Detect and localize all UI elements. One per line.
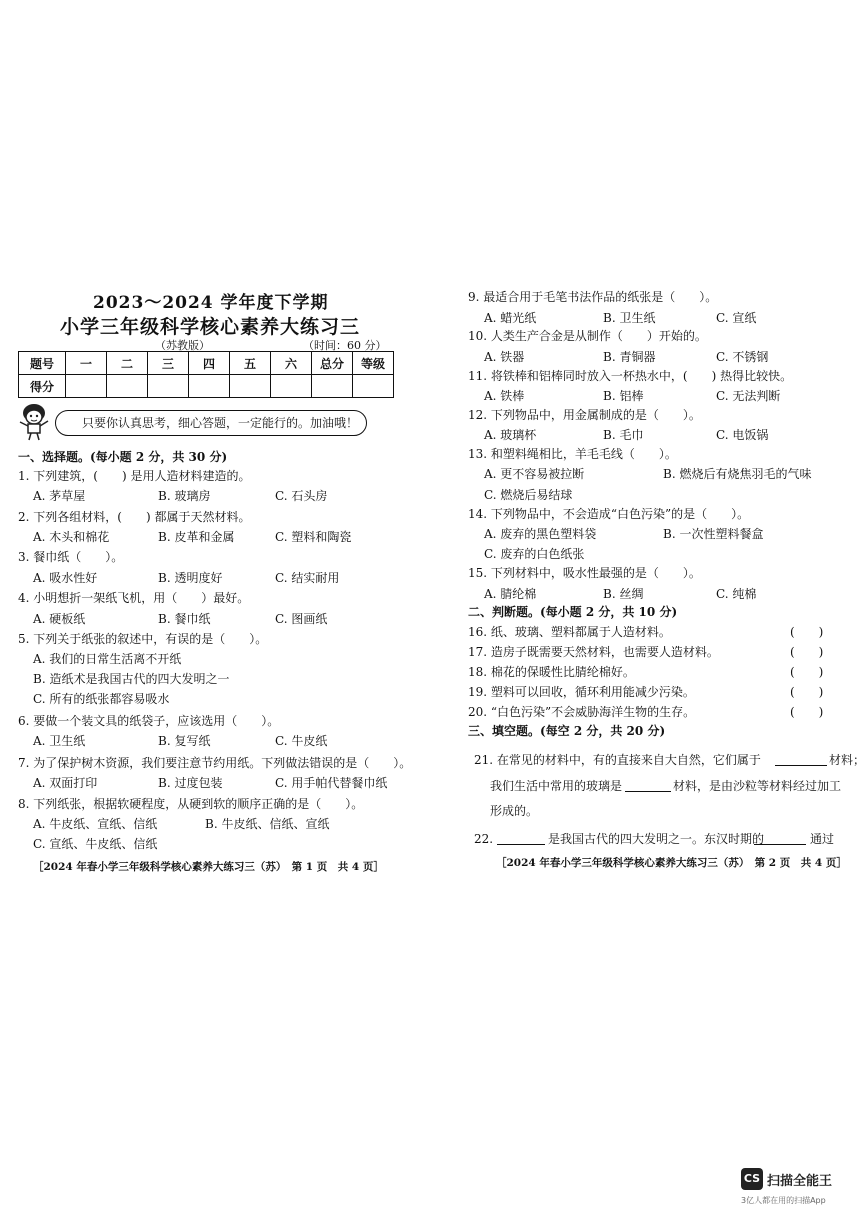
score-cell: 四: [189, 352, 230, 375]
score-table: [18, 351, 394, 398]
q22-blank-1[interactable]: [497, 844, 545, 845]
score-cell: 五: [230, 352, 271, 375]
q12-option-b[interactable]: B. 毛巾: [603, 428, 644, 442]
q10-option-c[interactable]: C. 不锈钢: [716, 350, 769, 364]
question-15: 15. 下列材料中，吸水性最强的是（ ）。: [468, 566, 701, 580]
question-13: 13. 和塑料绳相比，羊毛毛线（ ）。: [468, 447, 677, 461]
score-input-cell[interactable]: [107, 375, 148, 398]
question-21-line2: 我们生活中常用的玻璃是: [490, 779, 623, 793]
score-cell: 六: [271, 352, 312, 375]
question-17: 17. 造房子既需要天然材料，也需要人造材料。: [468, 645, 719, 659]
q13-option-b[interactable]: B. 燃烧后有烧焦羽毛的气味: [663, 467, 812, 481]
question-22-text: 是我国古代的四大发明之一。东汉时期的: [548, 832, 765, 846]
question-22-number: 22.: [474, 832, 494, 846]
score-cell: 总分: [312, 352, 353, 375]
page-1-footer: ［2024 年春小学三年级科学核心素养大练习三（苏） 第 1 页 共 4 页］: [33, 861, 384, 873]
q10-option-b[interactable]: B. 青铜器: [603, 350, 656, 364]
watermark-slogan: 3亿人都在用的扫描App: [741, 1196, 826, 1205]
q8-option-b[interactable]: B. 牛皮纸、信纸、宣纸: [205, 817, 330, 831]
q2-option-a[interactable]: A. 木头和棉花: [33, 530, 110, 544]
q1-option-c[interactable]: C. 石头房: [275, 489, 328, 503]
q11-option-b[interactable]: B. 铝棒: [603, 389, 644, 403]
page-2-footer: ［2024 年春小学三年级科学核心素养大练习三（苏） 第 2 页 共 4 页］: [496, 857, 847, 869]
judge-bracket-19[interactable]: ( ): [790, 685, 824, 699]
question-1: 1. 下列建筑，( ) 是用人造材料建造的。: [18, 469, 251, 483]
question-21-line1-end: 材料；: [829, 753, 865, 767]
question-10: 10. 人类生产合金是从制作（ ）开始的。: [468, 329, 707, 343]
score-input-cell[interactable]: [148, 375, 189, 398]
q21-blank-1[interactable]: [775, 765, 827, 766]
q10-option-a[interactable]: A. 铁器: [484, 350, 525, 364]
q1-option-b[interactable]: B. 玻璃房: [158, 489, 211, 503]
q9-option-a[interactable]: A. 蜡光纸: [484, 311, 537, 325]
judge-bracket-16[interactable]: ( ): [790, 625, 824, 639]
time-label: （时间：60 分）: [303, 339, 387, 352]
q2-option-c[interactable]: C. 塑料和陶瓷: [275, 530, 352, 544]
q5-option-a[interactable]: A. 我们的日常生活离不开纸: [33, 652, 182, 666]
q5-option-c[interactable]: C. 所有的纸张都容易吸水: [33, 692, 170, 706]
question-12: 12. 下列物品中，用金属制成的是（ ）。: [468, 408, 701, 422]
encouragement-text: 只要你认真思考，细心答题，一定能行的。加油哦！: [82, 416, 359, 430]
q21-blank-2[interactable]: [625, 791, 671, 792]
q7-option-b[interactable]: B. 过度包装: [158, 776, 223, 790]
q14-option-b[interactable]: B. 一次性塑料餐盒: [663, 527, 764, 541]
q3-option-a[interactable]: A. 吸水性好: [33, 571, 98, 585]
watermark-name: 扫描全能王: [767, 1174, 833, 1189]
score-input-cell[interactable]: [353, 375, 394, 398]
camscanner-logo-icon: CS: [741, 1168, 763, 1190]
q3-option-b[interactable]: B. 透明度好: [158, 571, 223, 585]
section-2-heading: 二、判断题。(每小题 2 分，共 10 分): [468, 605, 678, 619]
judge-bracket-20[interactable]: ( ): [790, 705, 824, 719]
question-21-line2-end: 材料，是由沙粒等材料经过加工: [673, 779, 842, 793]
q11-option-c[interactable]: C. 无法判断: [716, 389, 781, 403]
q4-option-b[interactable]: B. 餐巾纸: [158, 612, 211, 626]
question-22-text-end: 通过: [810, 832, 835, 846]
question-14: 14. 下列物品中，不会造成“白色污染”的是（ ）。: [468, 507, 750, 521]
judge-bracket-17[interactable]: ( ): [790, 645, 824, 659]
q15-option-a[interactable]: A. 腈纶棉: [484, 587, 537, 601]
q15-option-c[interactable]: C. 纯棉: [716, 587, 757, 601]
score-cell: 二: [107, 352, 148, 375]
q12-option-a[interactable]: A. 玻璃杯: [484, 428, 537, 442]
question-9: 9. 最适合用于毛笔书法作品的纸张是（ ）。: [468, 290, 718, 304]
question-20: 20. “白色污染”不会威胁海洋生物的生存。: [468, 705, 696, 719]
question-8: 8. 下列纸张，根据软硬程度，从硬到软的顺序正确的是（ ）。: [18, 797, 364, 811]
q6-option-a[interactable]: A. 卫生纸: [33, 734, 86, 748]
score-input-cell[interactable]: [189, 375, 230, 398]
question-6: 6. 要做一个装文具的纸袋子，应该选用（ ）。: [18, 714, 280, 728]
judge-bracket-18[interactable]: ( ): [790, 665, 824, 679]
cartoon-student-icon: [16, 402, 52, 442]
q22-blank-2[interactable]: [754, 844, 806, 845]
score-input-cell[interactable]: [312, 375, 353, 398]
question-16: 16. 纸、玻璃、塑料都属于人造材料。: [468, 625, 671, 639]
q2-option-b[interactable]: B. 皮革和金属: [158, 530, 235, 544]
section-3-heading: 三、填空题。(每空 2 分，共 20 分): [468, 724, 666, 738]
q13-option-a[interactable]: A. 更不容易被拉断: [484, 467, 585, 481]
q14-option-c[interactable]: C. 废弃的白色纸张: [484, 547, 585, 561]
q11-option-a[interactable]: A. 铁棒: [484, 389, 525, 403]
score-input-cell[interactable]: [271, 375, 312, 398]
q15-option-b[interactable]: B. 丝绸: [603, 587, 644, 601]
edition-label: （苏教版）: [155, 339, 210, 352]
question-7: 7. 为了保护树木资源，我们要注意节约用纸。下列做法错误的是（ ）。: [18, 756, 412, 770]
question-19: 19. 塑料可以回收，循环利用能减少污染。: [468, 685, 695, 699]
q14-option-a[interactable]: A. 废弃的黑色塑料袋: [484, 527, 597, 541]
question-4: 4. 小明想折一架纸飞机，用（ ）最好。: [18, 591, 250, 605]
score-input-cell[interactable]: [66, 375, 107, 398]
score-cell: 等级: [353, 352, 394, 375]
q1-option-a[interactable]: A. 茅草屋: [33, 489, 86, 503]
q7-option-a[interactable]: A. 双面打印: [33, 776, 98, 790]
q6-option-b[interactable]: B. 复写纸: [158, 734, 211, 748]
question-5: 5. 下列关于纸张的叙述中，有误的是（ ）。: [18, 632, 268, 646]
score-input-cell[interactable]: [230, 375, 271, 398]
question-21-line1: 21. 在常见的材料中，有的直接来自大自然，它们属于: [474, 753, 761, 767]
q12-option-c[interactable]: C. 电饭锅: [716, 428, 769, 442]
question-2: 2. 下列各组材料，( ) 都属于天然材料。: [18, 510, 251, 524]
score-cell: 题号: [19, 352, 66, 375]
exam-title-line2: 小学三年级科学核心素养大练习三: [60, 316, 361, 338]
exam-title-line1: 2023～2024 学年度下学期: [93, 293, 329, 313]
q4-option-a[interactable]: A. 硬板纸: [33, 612, 86, 626]
score-cell: 三: [148, 352, 189, 375]
section-1-heading: 一、选择题。(每小题 2 分，共 30 分): [18, 450, 228, 464]
q8-option-a[interactable]: A. 牛皮纸、宣纸、信纸: [33, 817, 158, 831]
q13-option-c[interactable]: C. 燃烧后易结球: [484, 488, 573, 502]
score-row-label: 得分: [19, 375, 66, 398]
q8-option-c[interactable]: C. 宣纸、牛皮纸、信纸: [33, 837, 158, 851]
q9-option-c[interactable]: C. 宣纸: [716, 311, 757, 325]
q7-option-c[interactable]: C. 用手帕代替餐巾纸: [275, 776, 388, 790]
question-3: 3. 餐巾纸（ ）。: [18, 550, 124, 564]
q5-option-b[interactable]: B. 造纸术是我国古代的四大发明之一: [33, 672, 230, 686]
q4-option-c[interactable]: C. 图画纸: [275, 612, 328, 626]
score-table-score-row: [19, 375, 394, 398]
question-18: 18. 棉花的保暖性比腈纶棉好。: [468, 665, 635, 679]
question-21-line3: 形成的。: [490, 804, 539, 818]
q3-option-c[interactable]: C. 结实耐用: [275, 571, 340, 585]
q6-option-c[interactable]: C. 牛皮纸: [275, 734, 328, 748]
q9-option-b[interactable]: B. 卫生纸: [603, 311, 656, 325]
score-table-header-row: [19, 352, 394, 375]
score-cell: 一: [66, 352, 107, 375]
question-11: 11. 将铁棒和铝棒同时放入一杯热水中，( ) 热得比较快。: [468, 369, 793, 383]
